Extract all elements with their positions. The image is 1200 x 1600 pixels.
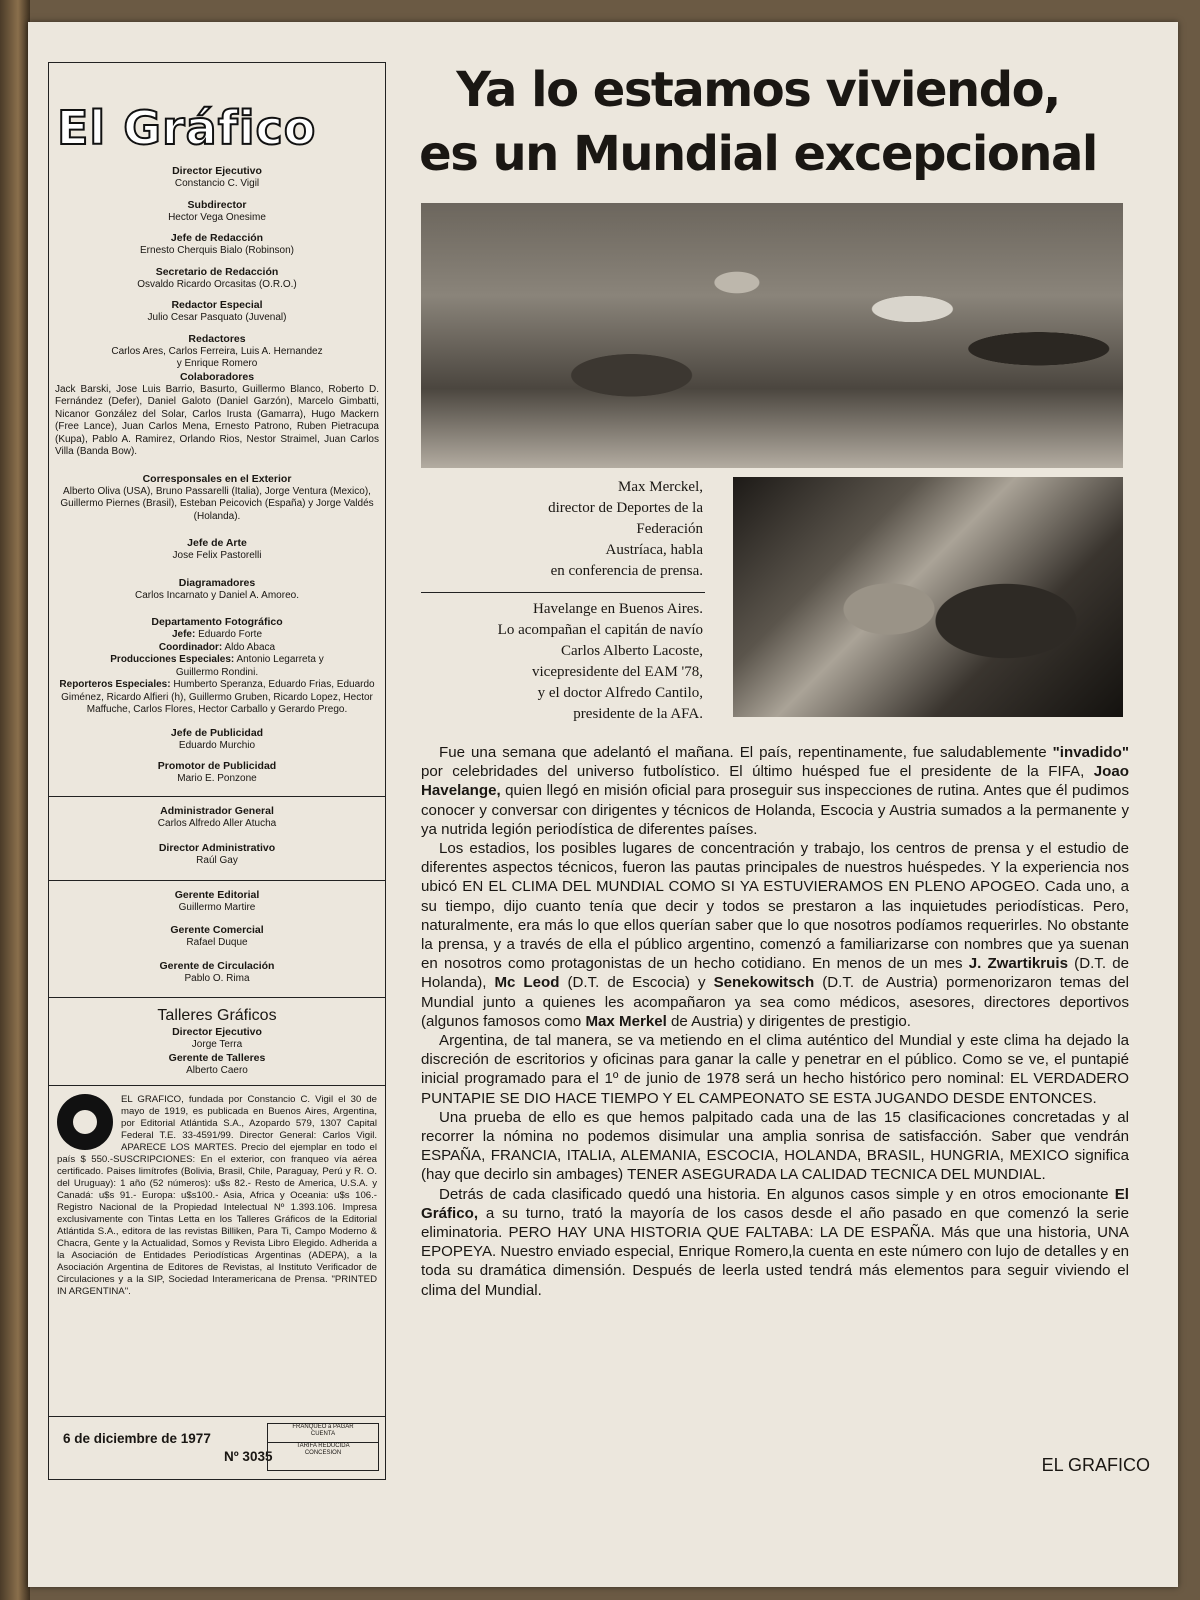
- bold-name: Joao Havelange,: [421, 763, 1129, 800]
- caption-line: Max Merckel,: [618, 479, 703, 495]
- staff-entry: [49, 577, 385, 603]
- reporteros-names: Humberto Speranza, Eduardo Frias, Eduardo Giménez, Ricardo Alfieri (h), Guillermo Gruben, Ricardo Lopez, Hector Maffuche, Carlos Flores, Hector Carballo y Gerardo Prego.: [61, 679, 375, 715]
- talleres-heading: Talleres Gráficos: [157, 1007, 277, 1024]
- magazine-logo: El Gráfico: [57, 101, 317, 155]
- staff-entry: [49, 960, 385, 986]
- masthead-column: [48, 62, 386, 1480]
- staff-title: Jefe de Publicidad: [170, 726, 264, 739]
- corresponsales-section: [49, 473, 385, 524]
- stamp-line: CUENTA: [310, 1431, 336, 1437]
- havelange-car-photo: [733, 477, 1123, 717]
- colophon: [49, 1085, 385, 1298]
- issue-box: [49, 1416, 385, 1479]
- colaboradores-text: Jack Barski, Jose Luis Barrio, Basurto, Guillermo Blanco, Roberto D. Fernández (Defer), Daniel Galoto (Daniel Garzón), Marcelo Gimbatti, Nicanor González del Solar, Carlos Irusta (Gamarra), Hugo Mackern (Free Lance), Juan Carlos Mena, Ernesto Patrono, Ruben Pietracupa (Kupa), Pablo A. Ramirez, Orlando Rios, Nestor Straimel, Juan Carlos Villa (Banda Bow).: [55, 383, 379, 457]
- staff-entry: [49, 842, 385, 868]
- text-run: quien llegó en misión oficial para proseguir sus inspecciones de rutina. Antes que él pudimos conocer y conversar con dirigentes y técnicos de Holanda, Escocia y Austria sumados a la permanente y ya nutrida legión periodística de diferentes países.: [421, 782, 1129, 838]
- foto-extra: Guillermo Rondini.: [175, 666, 259, 678]
- bold-name: El Gráfico,: [421, 1185, 1129, 1222]
- staff-name: Guillermo Martire: [178, 901, 256, 913]
- admin-box: [49, 796, 385, 868]
- staff-list-editorial: [49, 165, 385, 371]
- paragraph-5: [421, 1185, 1129, 1300]
- staff-title: Diagramadores: [178, 576, 256, 589]
- foto-section: [49, 616, 385, 717]
- staff-name: Hector Vega Onesime: [168, 211, 266, 223]
- text-run: a su turno, trató la mayoría de los casos desde el año pasado en que comenzó la serie eliminatoria. PERO HAY UNA HISTORIA QUE FALTABA: LA DE ESPAÑA. Más que una historia, UNA EPOPEYA. Nuestro enviado especial, Enrique Romero,la cuenta en este número con lujo de detalles y en toda su dramática dimensión. Después de leerla usted tendrá más elementos para seguir viviendo el clima del Mundial.: [421, 1204, 1129, 1299]
- staff-title: Administrador General: [160, 804, 274, 817]
- talleres-box: [49, 997, 385, 1077]
- staff-title: Redactor Especial: [171, 299, 263, 311]
- caption-line: Federación: [636, 521, 703, 537]
- bold-name: Senekowitsch: [713, 974, 815, 992]
- foto-line-label: Coordinador:: [158, 641, 223, 653]
- staff-list-gerencia: [49, 889, 385, 986]
- foto-line: [49, 642, 385, 655]
- staff-title: Gerente Comercial: [170, 924, 264, 936]
- colophon-text: EL GRAFICO, fundada por Constancio C. Vigil el 30 de mayo de 1919, es publicada en Buenos Aires, Argentina, por Editorial Atlántida S.A., Azopardo 579, 1307 Capital Federal T.E. 33-4591/99. Director General: Carlos Vigil. APARECE LOS MARTES. Precio del ejemplar en todo el país $ 550.-SUSCRIPCIONES: En el exterior, con franqueo vía aérea certificado. Paises limítrofes (Bolivia, Brasil, Chile, Paraguay, Perú y R. O. del Uruguay): 1 año (52 números): u$s 82.- Resto de America, U.S.A. y Canadá: u$s 91.- Europa: u$s100.- Asia, Africa y Oceania: u$s 106.- Registro Nacional de la Propiedad Intelectual Nº 1.393.106. Impresa exclusivamente con Tintas Letta en los Talleres Gráficos de la Editorial Atlántida S.A., editora de las revistas Billiken, Para Ti, Campo Moderno & Chacra, Gente y la Actualidad, Somos y Revista Libro Elegido. Adherida a la Asociación de Entidades Periodísticas Argentinas (ADEPA), a la Asociación Argentina de Editores de Revistas, al Instituto Verificador de Circulaciones y a la SIP, Sociedad Interamericana de Prensa. "PRINTED IN ARGENTINA".: [57, 1094, 377, 1297]
- text-run: (D.T. de Holanda),: [421, 955, 1129, 992]
- staff-entry: [49, 333, 385, 371]
- corresponsales-title: Corresponsales en el Exterior: [142, 472, 292, 485]
- staff-name: Carlos Alfredo Aller Atucha: [157, 817, 277, 829]
- stamp-line: FRANQUEO a PAGAR: [292, 1424, 354, 1430]
- colaboradores-title: Colaboradores: [179, 370, 255, 383]
- atlantida-logo-icon: [57, 1094, 113, 1150]
- issue-date: 6 de diciembre de 1977: [63, 1431, 211, 1446]
- staff-list-talleres: [49, 1026, 385, 1077]
- staff-name: Ernesto Cherquis Bialo (Robinson): [140, 245, 294, 256]
- staff-title: Jefe de Redacción: [170, 232, 264, 244]
- staff-name: Julio Cesar Pasquato (Juvenal): [147, 312, 287, 323]
- staff-title: Redactores: [188, 332, 246, 345]
- staff-entry: [49, 805, 385, 831]
- staff-entry: [49, 1052, 385, 1078]
- text-run: Detrás de cada clasificado quedó una historia. En algunos casos simple y en otros emocionante: [439, 1185, 1115, 1203]
- foto-line: [49, 629, 385, 642]
- staff-entry: [49, 199, 385, 225]
- staff-entry: [49, 266, 385, 292]
- stamp-line: CONCESION: [304, 1450, 342, 1456]
- staff-title: Jefe de Arte: [187, 537, 247, 549]
- article-headline: [398, 58, 1118, 186]
- foto-title: Departamento Fotográfico: [151, 616, 283, 628]
- staff-name: Jose Felix Pastorelli: [172, 550, 262, 561]
- text-run: Fue una semana que adelantó el mañana. El país, repentinamente, fue saludablemente: [439, 744, 1053, 761]
- staff-name: y Enrique Romero: [176, 358, 258, 369]
- caption-line: Havelange en Buenos Aires.: [533, 601, 703, 617]
- postage-stamp: [267, 1423, 379, 1471]
- staff-list-art: [49, 537, 385, 602]
- staff-title: Secretario de Redacción: [155, 265, 279, 278]
- gerencia-box: [49, 880, 385, 986]
- foto-line-text: Aldo Abaca: [222, 641, 276, 653]
- reporteros-text: [49, 679, 385, 717]
- staff-entry: [49, 924, 385, 950]
- caption-divider: [421, 592, 705, 593]
- headline-line-2: es un Mundial excepcional: [419, 126, 1097, 182]
- bold-name: J. Zwartikruis: [968, 955, 1068, 973]
- photo-caption-1: [421, 477, 703, 582]
- caption-line: vicepresidente del EAM '78,: [532, 664, 703, 680]
- staff-entry: [49, 232, 385, 258]
- foto-line-label: Jefe:: [171, 629, 196, 640]
- press-conference-photo: [421, 203, 1123, 468]
- text-run: por celebridades del universo futbolístico. El último huésped fue el presidente de la FIFA,: [421, 763, 1094, 781]
- caption-line: Carlos Alberto Lacoste,: [560, 643, 703, 659]
- reporteros-label: Reporteros Especiales:: [59, 679, 171, 690]
- staff-title: Gerente de Talleres: [168, 1051, 266, 1064]
- staff-entry: [49, 299, 385, 325]
- paragraph-4: Una prueba de ello es que hemos palpitado cada una de las 15 clasificaciones concretadas y al recorrer la nómina no podemos disimular una amplia sonrisa de satisfacción. Saber que vendrán ESPAÑA, FRANCIA, ITALIA, ALEMANIA, ESCOCIA, HOLANDA, BRASIL, HUNGRIA, MEXICO significa (hay que decirlo sin ambages) TENER ASEGURADA LA CALIDAD TECNICA DEL MUNDIAL.: [421, 1108, 1129, 1184]
- staff-list-publicidad: [49, 727, 385, 786]
- text-run: (D.T. de Escocia) y: [559, 974, 714, 992]
- staff-entry: [49, 727, 385, 753]
- staff-name: Carlos Incarnato y Daniel A. Amoreo.: [135, 589, 299, 601]
- staff-name: Raúl Gay: [196, 855, 238, 866]
- caption-line: presidente de la AFA.: [573, 706, 703, 722]
- staff-entry: [49, 760, 385, 786]
- staff-name: Constancio C. Vigil: [174, 178, 260, 189]
- caption-line: director de Deportes de la: [548, 500, 703, 516]
- staff-entry: [49, 889, 385, 915]
- caption-line: en conferencia de prensa.: [550, 563, 703, 579]
- staff-name: Alberto Caero: [186, 1064, 248, 1076]
- staff-title: Gerente de Circulación: [159, 959, 275, 972]
- paragraph-3: Argentina, de tal manera, se va metiendo en el clima auténtico del Mundial y este clima ha dejado la discreción de escritorios y oficinas para ganar la calle y penetrar en el público. Como se ve, el puntapié inicial programado para el 1º de junio de 1978 será un hecho histórico pero nominal: EL VERDADERO PUNTAPIE SE DIO HACE TIEMPO Y EL CAMPEONATO SE ESTA JUGANDO DESDE ENTONCES.: [421, 1032, 1129, 1107]
- article-signature: EL GRAFICO: [1041, 1455, 1150, 1475]
- staff-title: Gerente Editorial: [174, 888, 260, 901]
- foto-lines: [49, 629, 385, 667]
- colaboradores-section: [49, 371, 385, 459]
- issue-number: Nº 3035: [224, 1449, 273, 1464]
- paragraph-2: [421, 839, 1129, 1031]
- stamp-line: TARIFA REDUCIDA: [268, 1442, 378, 1450]
- foto-line: [49, 654, 385, 667]
- staff-title: Director Ejecutivo: [172, 165, 262, 177]
- staff-entry: [49, 165, 385, 191]
- magazine-spine: [0, 0, 30, 1600]
- headline-line-1: Ya lo estamos viviendo,: [456, 62, 1060, 118]
- caption-line: Lo acompañan el capitán de navío: [497, 622, 703, 638]
- staff-entry: [49, 537, 385, 563]
- corresponsales-text: Alberto Oliva (USA), Bruno Passarelli (Italia), Jorge Ventura (Mexico), Guillermo Piernes (Brasil), Esteban Peicovich (España) y Jorge Valdés (Holanda).: [60, 485, 374, 522]
- staff-name: Osvaldo Ricardo Orcasitas (O.R.O.): [137, 278, 297, 290]
- foto-line-text: Eduardo Forte: [195, 629, 263, 640]
- photo-caption-2: [421, 599, 703, 725]
- staff-list-admin: [49, 805, 385, 868]
- staff-title: Subdirector: [187, 198, 247, 211]
- caption-line: y el doctor Alfredo Cantilo,: [537, 685, 703, 701]
- staff-entry: [49, 1026, 385, 1052]
- staff-name: Jorge Terra: [191, 1039, 243, 1050]
- bold-name: Max Merkel: [585, 1012, 667, 1030]
- staff-title: Director Administrativo: [158, 842, 276, 854]
- foto-line-text: Antonio Legarreta y: [234, 654, 324, 665]
- text-run: (D.T. de Austria) pormenorizaron temas del Mundial junto a quienes les acompañaron ya sea como médicos, asesores, directores deportivos (algunos famosos como: [421, 974, 1130, 1030]
- foto-line-label: Producciones Especiales:: [110, 654, 235, 665]
- staff-name: Pablo O. Rima: [184, 972, 250, 984]
- caption-line: Austríaca, habla: [605, 542, 703, 558]
- article-body: [421, 743, 1129, 1300]
- paragraph-1: [421, 743, 1129, 839]
- staff-name: Carlos Ares, Carlos Ferreira, Luis A. Hernandez: [111, 345, 323, 357]
- text-run: Los estadios, los posibles lugares de concentración y trabajo, los centros de prensa y el estudio de diferentes aspectos técnicos, fueron las pautas principales de nuestros huéspedes. Y la experiencia nos ubicó EN EL CLIMA DEL MUNDIAL COMO SI YA ESTUVIERAMOS EN PLENO APOGEO. Cada uno, a su tiempo, dijo cuanto tenía que decir y todos se prestaron a las inquietudes periodísticas. Pero, naturalmente, era más lo que ellos querían saber que lo que nosotros podíamos requerirles. No obstante la prensa, y a través de ella el público argentino, comenzó a familiarizarse con nombres que ya suenan en nosotros como protagonistas de un hecho cotidiano. En menos de un mes: [421, 840, 1129, 973]
- bold-name: "invadido": [1052, 744, 1129, 761]
- text-run: de Austria) y dirigentes de prestigio.: [666, 1012, 911, 1030]
- staff-name: Eduardo Murchio: [178, 739, 256, 751]
- staff-name: Mario E. Ponzone: [177, 773, 257, 784]
- staff-title: Promotor de Publicidad: [157, 760, 277, 772]
- staff-title: Director Ejecutivo: [172, 1026, 262, 1038]
- bold-name: Mc Leod: [494, 974, 560, 992]
- staff-name: Rafael Duque: [186, 937, 248, 948]
